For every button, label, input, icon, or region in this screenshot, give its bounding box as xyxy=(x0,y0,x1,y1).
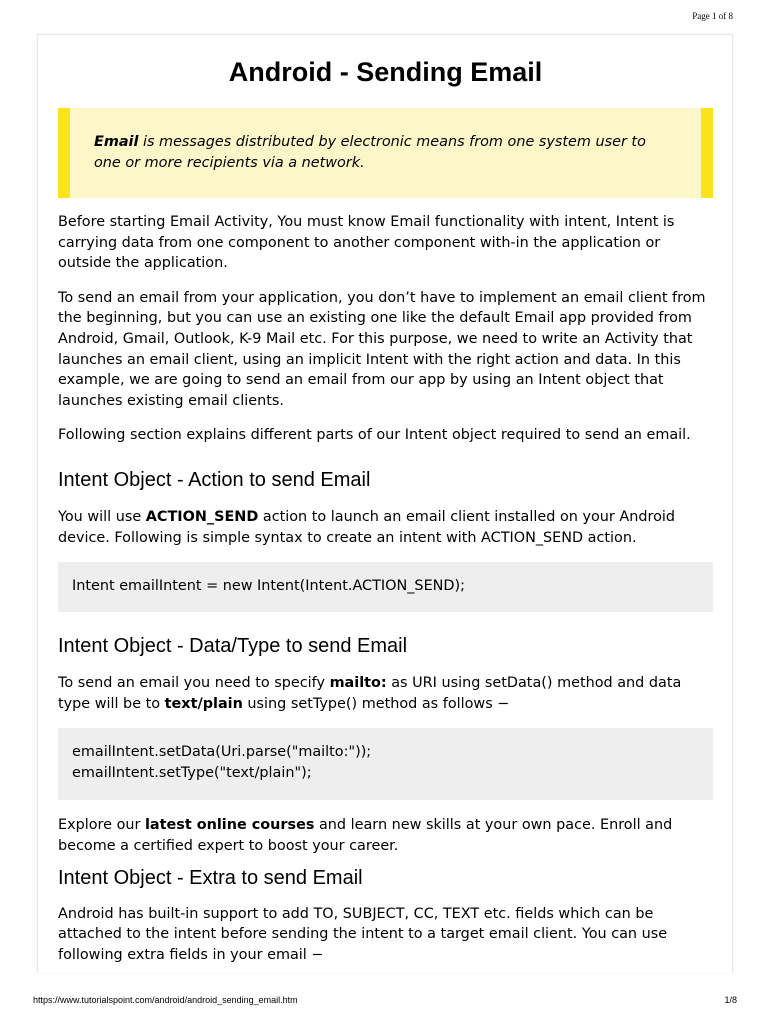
code-line: emailIntent.setData(Uri.parse("mailto:")); xyxy=(72,744,372,761)
data-text-3: using setType() method as follows − xyxy=(242,695,510,712)
article-card xyxy=(37,34,733,973)
data-paragraph xyxy=(58,673,713,714)
promo-paragraph xyxy=(58,815,713,856)
data-bold-mailto: mailto: xyxy=(329,675,387,692)
data-bold-mime: text/plain xyxy=(164,695,243,712)
action-text-2: action to launch an email client installed on your Android device. Following is simple syntax to create an intent with ACTION_SEND action. xyxy=(58,508,676,546)
footer-url: https://www.tutorialspoint.com/android/android_sending_email.htm xyxy=(33,995,298,1005)
intro-paragraph-1: Before starting Email Activity, You must know Email functionality with intent, Intent is carrying data from one component to another component with-in the application or outside the application. xyxy=(58,214,675,272)
data-text-1: To send an email you need to specify xyxy=(58,675,330,692)
page-indicator: Page 1 of 8 xyxy=(692,11,733,21)
promo-text-2: and learn new skills at your own pace. Enroll and become a certified expert to boost your career. xyxy=(58,817,673,854)
definition-note xyxy=(58,108,713,198)
action-paragraph xyxy=(58,507,713,548)
promo-text-1: Explore our xyxy=(58,817,145,834)
intro-paragraph-3: Following section explains different parts of our Intent object required to send an email. xyxy=(58,427,691,444)
section-heading-action: Intent Object - Action to send Email xyxy=(58,468,371,491)
code-block-data xyxy=(58,728,713,800)
section-heading-data: Intent Object - Data/Type to send Email xyxy=(58,635,408,658)
article-body xyxy=(58,35,713,965)
intro-paragraph-2: To send an email from your application, you don’t have to implement an email client from the beginning, but you can use an existing one like the default Email app provided from Android, Gmail, Outlook, K-9 Mail etc. For this purpose, we need to write an Activity that launches an email client, using an implicit Intent with the right action and data. In this example, we are going to send an email from our app by using an Intent object that launches existing email clients. xyxy=(58,289,706,409)
action-text-1: You will use xyxy=(58,508,146,525)
section-heading-extra: Intent Object - Extra to send Email xyxy=(58,866,363,889)
note-term: Email xyxy=(94,134,139,150)
code-block-action xyxy=(58,562,713,612)
action-bold-term: ACTION_SEND xyxy=(145,508,259,525)
code-line: Intent emailIntent = new Intent(Intent.ACTION_SEND); xyxy=(72,578,465,595)
data-text-2: as URI using setData() method and data type will be to xyxy=(58,675,682,712)
extra-paragraph: Android has built-in support to add TO, SUBJECT, CC, TEXT etc. fields which can be attached to the intent before sending the intent to a target email client. You can use following extra fields in your email − xyxy=(58,905,668,963)
footer-page-number: 1/8 xyxy=(724,995,737,1005)
note-text: is messages distributed by electronic means from one system user to one or more recipients via a network. xyxy=(94,134,646,171)
code-line: emailIntent.setType("text/plain"); xyxy=(72,765,312,782)
page-title: Android - Sending Email xyxy=(228,57,543,87)
promo-courses-link[interactable]: latest online courses xyxy=(145,817,315,834)
